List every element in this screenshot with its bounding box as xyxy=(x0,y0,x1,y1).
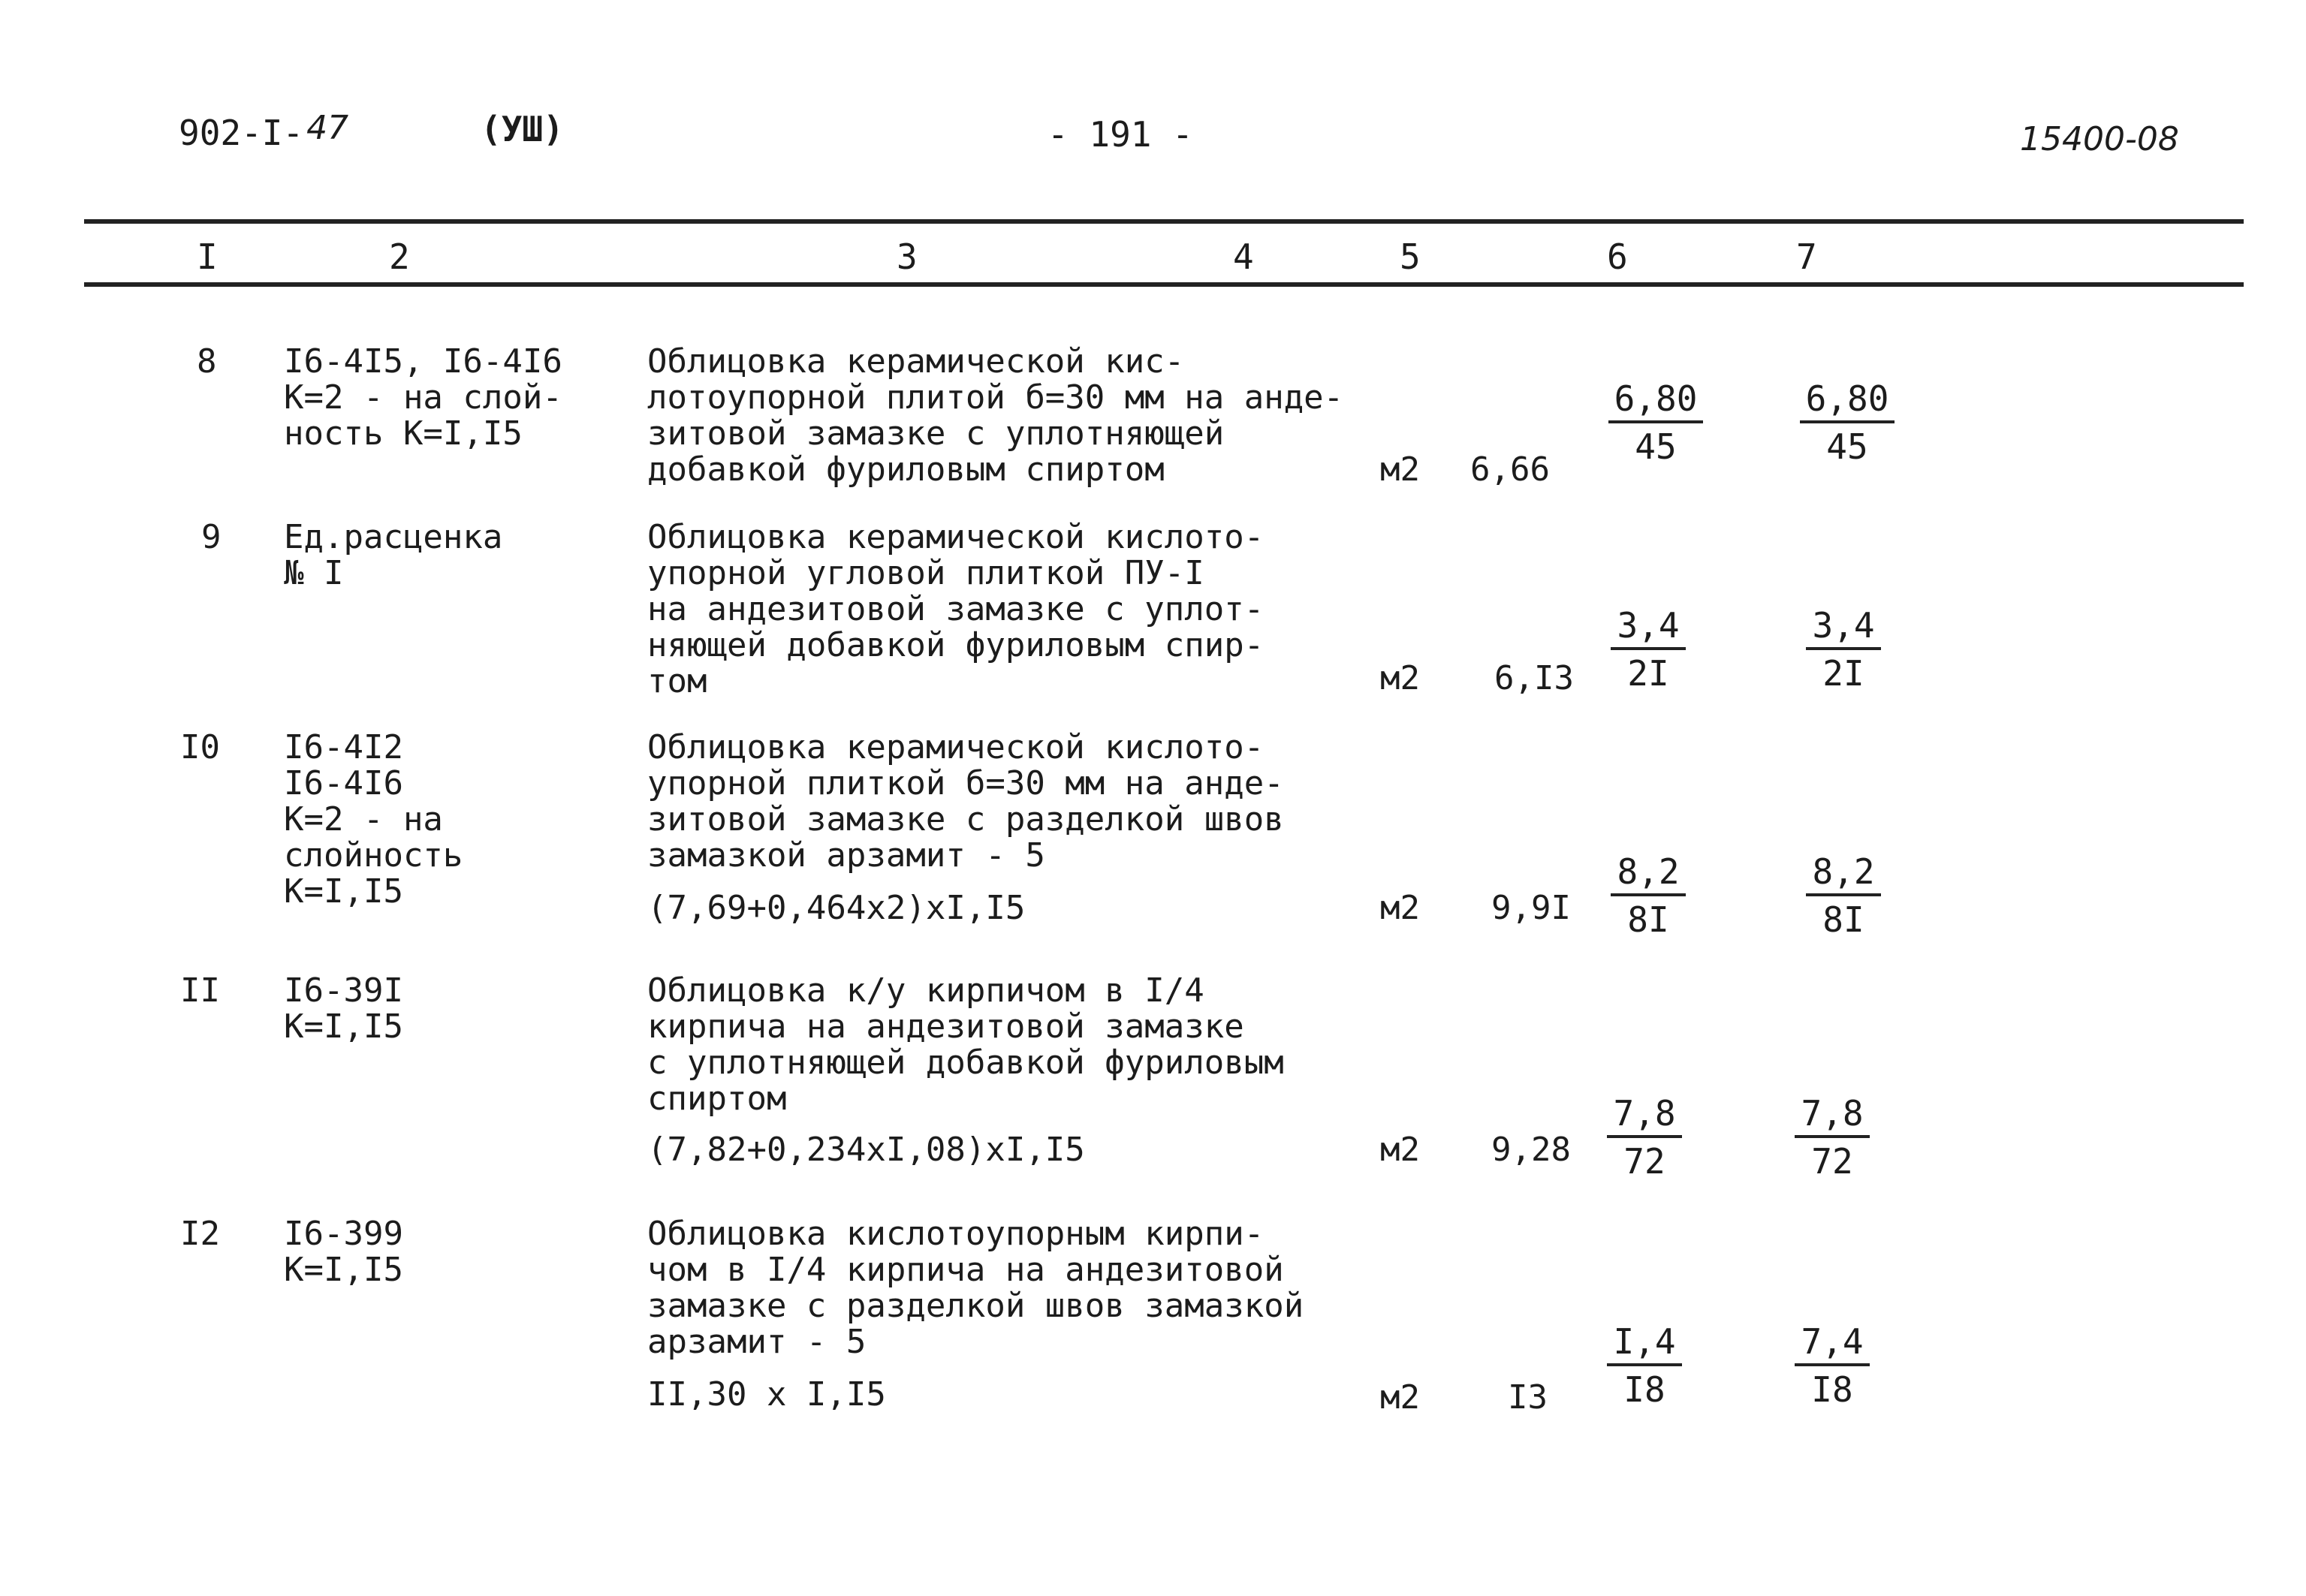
column-6-fraction xyxy=(1573,1095,1716,1180)
table-top-rule xyxy=(84,219,2244,224)
fraction-denominator: 45 xyxy=(1826,426,1868,467)
column-number: 7 xyxy=(1796,236,1817,277)
fraction-numerator: 6,80 xyxy=(1800,380,1895,423)
quantity: 6,I3 xyxy=(1494,659,1574,697)
table-header-rule xyxy=(84,282,2244,287)
work-description: Облицовка керамической кислото- упорной плиткой б=30 мм на анде- зитовой замазке с разделкой швов замазкой арзамит - 5 xyxy=(647,728,1284,875)
row-number: 8 xyxy=(197,342,217,381)
fraction-numerator: 7,8 xyxy=(1607,1095,1681,1138)
column-6-fraction xyxy=(1577,853,1720,938)
column-number: 6 xyxy=(1607,236,1628,277)
norm-code: Ед.расценка № I xyxy=(284,518,503,592)
fraction-denominator: I8 xyxy=(1623,1369,1665,1410)
column-number: 4 xyxy=(1233,236,1254,277)
sheet-code: 15400-08 xyxy=(2020,120,2179,158)
work-description: Облицовка керамической кис- лотоупорной плитой б=30 мм на анде- зитовой замазке с уплотняющей добавкой фуриловым спиртом xyxy=(647,342,1344,489)
fraction-denominator: 72 xyxy=(1811,1141,1853,1182)
column-7-fraction xyxy=(1761,1323,1904,1408)
column-number: I xyxy=(197,236,218,277)
work-description: Облицовка к/у кирпичом в I/4 кирпича на андезитовой замазке с уплотняющей добавкой фуриловым спиртом xyxy=(647,971,1284,1118)
norm-code: I6-399 К=I,I5 xyxy=(284,1215,403,1289)
document-code-suffix: 47 xyxy=(306,109,349,147)
calculation-formula: (7,82+0,234xI,08)xI,I5 xyxy=(647,1131,1085,1169)
column-7-fraction xyxy=(1776,380,1919,465)
column-6-fraction xyxy=(1577,607,1720,692)
quantity: I3 xyxy=(1508,1378,1548,1417)
column-6-fraction xyxy=(1584,380,1727,465)
fraction-numerator: 7,4 xyxy=(1795,1323,1869,1366)
quantity: 9,9I xyxy=(1491,889,1571,927)
fraction-numerator: 7,8 xyxy=(1795,1095,1869,1138)
fraction-numerator: 3,4 xyxy=(1806,607,1880,650)
quantity: 6,66 xyxy=(1470,450,1550,489)
fraction-denominator: 72 xyxy=(1623,1141,1665,1182)
row-number: I2 xyxy=(180,1215,220,1253)
fraction-numerator: 8,2 xyxy=(1611,853,1685,896)
document-code-prefix: 902-I- xyxy=(179,113,304,153)
calculation-formula: II,30 x I,I5 xyxy=(647,1375,886,1414)
fraction-denominator: 8I xyxy=(1822,899,1864,940)
norm-code: I6-39I К=I,I5 xyxy=(284,971,403,1046)
unit: м2 xyxy=(1380,659,1420,697)
fraction-denominator: 45 xyxy=(1635,426,1677,467)
quantity: 9,28 xyxy=(1491,1131,1571,1169)
column-number: 5 xyxy=(1400,236,1421,277)
column-7-fraction xyxy=(1772,607,1915,692)
row-number: II xyxy=(180,971,220,1010)
series-label: (УШ) xyxy=(481,109,564,149)
fraction-numerator: 6,80 xyxy=(1608,380,1704,423)
page-number: - 191 - xyxy=(1047,114,1193,155)
column-number: 2 xyxy=(389,236,410,277)
fraction-denominator: 2I xyxy=(1627,653,1669,694)
calculation-formula: (7,69+0,464x2)xI,I5 xyxy=(647,889,1026,927)
unit: м2 xyxy=(1380,450,1420,489)
column-number: 3 xyxy=(897,236,918,277)
fraction-numerator: 8,2 xyxy=(1806,853,1880,896)
column-7-fraction xyxy=(1761,1095,1904,1180)
norm-code: I6-4I5, I6-4I6 К=2 - на слой- ность К=I,I5 xyxy=(284,342,562,453)
row-number: 9 xyxy=(201,518,222,556)
column-7-fraction xyxy=(1772,853,1915,938)
fraction-denominator: 2I xyxy=(1822,653,1864,694)
fraction-numerator: 3,4 xyxy=(1611,607,1685,650)
document-code xyxy=(179,109,348,153)
fraction-denominator: I8 xyxy=(1811,1369,1853,1410)
unit: м2 xyxy=(1380,1131,1420,1169)
fraction-denominator: 8I xyxy=(1627,899,1669,940)
row-number: I0 xyxy=(180,728,220,766)
work-description: Облицовка кислотоупорным кирпи- чом в I/4 кирпича на андезитовой замазке с разделкой швов замазкой арзамит - 5 xyxy=(647,1215,1304,1361)
unit: м2 xyxy=(1380,889,1420,927)
unit: м2 xyxy=(1380,1378,1420,1417)
work-description: Облицовка керамической кислото- упорной угловой плиткой ПУ-I на андезитовой замазке с уплот- няющей добавкой фуриловым спир- том xyxy=(647,518,1265,700)
fraction-numerator: I,4 xyxy=(1607,1323,1681,1366)
column-6-fraction xyxy=(1573,1323,1716,1408)
norm-code: I6-4I2 I6-4I6 К=2 - на слойность К=I,I5 xyxy=(284,728,463,911)
